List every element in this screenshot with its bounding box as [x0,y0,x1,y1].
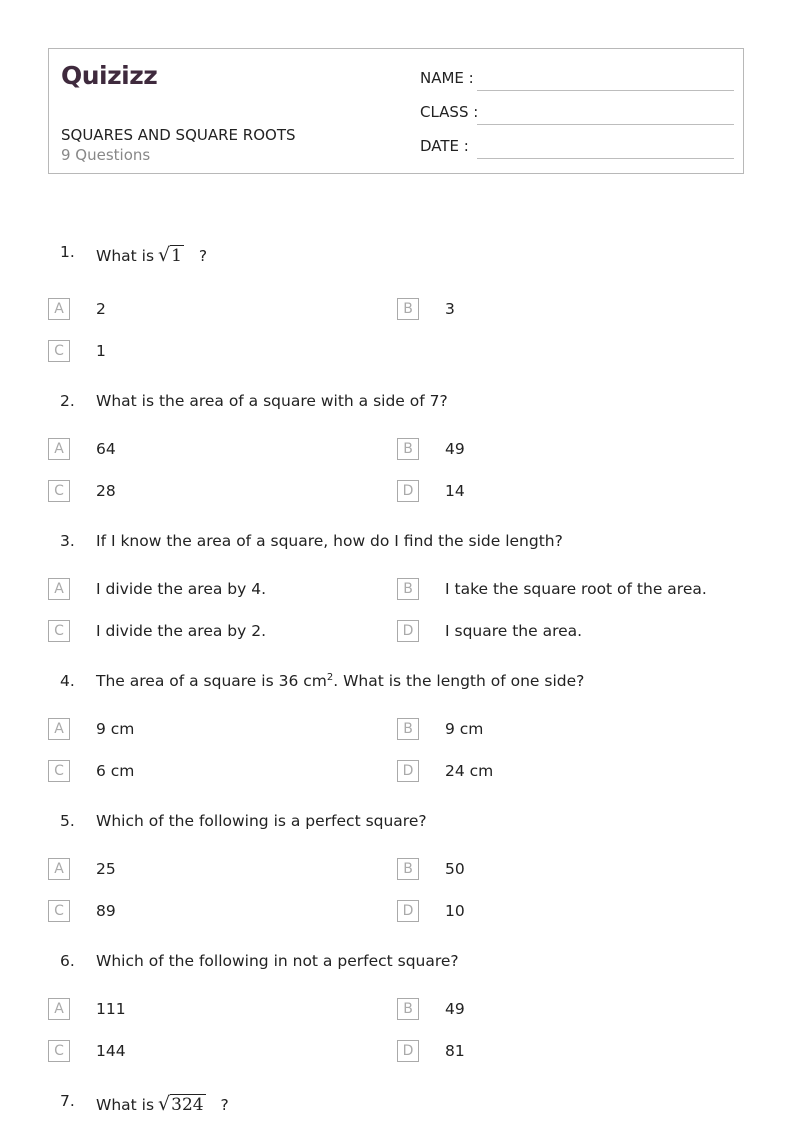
option-letter: C [48,900,70,922]
question-number: 3. [60,532,75,550]
name-field[interactable] [420,67,734,91]
option-letter: D [397,760,419,782]
question-text-after: . What is the length of one side? [333,672,585,691]
option-text: 49 [445,440,465,458]
question-prefix: What is [96,1096,155,1114]
question-text [96,672,584,690]
option-text: 89 [96,902,116,920]
worksheet-title: SQUARES AND SQUARE ROOTS [61,126,296,144]
question-count: 9 Questions [61,146,151,164]
option-letter: A [48,298,70,320]
radicand: 1 [171,246,182,266]
option-text: 2 [96,300,106,318]
question-number: 4. [60,672,75,690]
date-field[interactable] [420,135,734,159]
name-label: NAME : [420,69,474,87]
option-text: 10 [445,902,465,920]
option-text: I divide the area by 2. [96,622,267,640]
option-text: I take the square root of the area. [445,580,707,598]
option-text: 28 [96,482,116,500]
option-letter: A [48,578,70,600]
option-text: 9 cm [445,720,484,738]
question-text [96,244,207,266]
class-label: CLASS : [420,103,479,121]
option-letter: B [397,858,419,880]
option-letter: A [48,858,70,880]
option-letter: B [397,578,419,600]
superscript-exponent: 2 [326,672,334,683]
option-letter: B [397,718,419,740]
class-field[interactable] [420,101,734,125]
radical-sign: √ [158,244,171,266]
question-number: 6. [60,952,75,970]
option-letter: D [397,620,419,642]
option-letter: C [48,1040,70,1062]
option-letter: C [48,620,70,642]
option-letter: B [397,298,419,320]
question-number: 1. [60,243,75,261]
option-text: 111 [96,1000,126,1018]
option-text: 1 [96,342,106,360]
question-suffix: ? [220,1096,229,1114]
option-text: I square the area. [445,622,583,640]
class-line[interactable] [477,124,734,125]
square-root-expression [158,244,184,266]
date-label: DATE : [420,137,469,155]
option-text: 50 [445,860,465,878]
option-text: 9 cm [96,720,135,738]
question-text: Which of the following in not a perfect square? [96,952,459,970]
option-text: 81 [445,1042,465,1060]
option-letter: B [397,438,419,460]
option-text: 14 [445,482,465,500]
question-text [96,1093,229,1115]
option-text: 144 [96,1042,126,1060]
option-letter: C [48,340,70,362]
question-number: 5. [60,812,75,830]
option-text: 25 [96,860,116,878]
quizizz-logo: Quizizz [61,61,158,90]
option-letter: B [397,998,419,1020]
date-line[interactable] [477,158,734,159]
question-prefix: What is [96,247,155,265]
question-text: What is the area of a square with a side of 7? [96,392,448,410]
option-letter: D [397,480,419,502]
name-line[interactable] [477,90,734,91]
option-text: I divide the area by 4. [96,580,267,598]
square-root-expression [158,1093,206,1115]
question-suffix: ? [198,247,208,265]
question-number: 7. [60,1092,75,1110]
option-letter: A [48,438,70,460]
option-text: 64 [96,440,116,458]
option-text: 24 cm [445,762,494,780]
radicand: 324 [171,1095,204,1115]
option-text: 6 cm [96,762,135,780]
option-letter: A [48,718,70,740]
question-text: Which of the following is a perfect square? [96,812,427,830]
question-text-before: The area of a square is 36 cm [96,672,327,691]
option-letter: A [48,998,70,1020]
question-number: 2. [60,392,75,410]
worksheet-header [48,48,744,174]
option-letter: D [397,1040,419,1062]
radical-sign: √ [158,1093,171,1115]
question-text: If I know the area of a square, how do I find the side length? [96,532,563,550]
option-text: 3 [445,300,455,318]
option-text: 49 [445,1000,465,1018]
option-letter: D [397,900,419,922]
option-letter: C [48,480,70,502]
option-letter: C [48,760,70,782]
